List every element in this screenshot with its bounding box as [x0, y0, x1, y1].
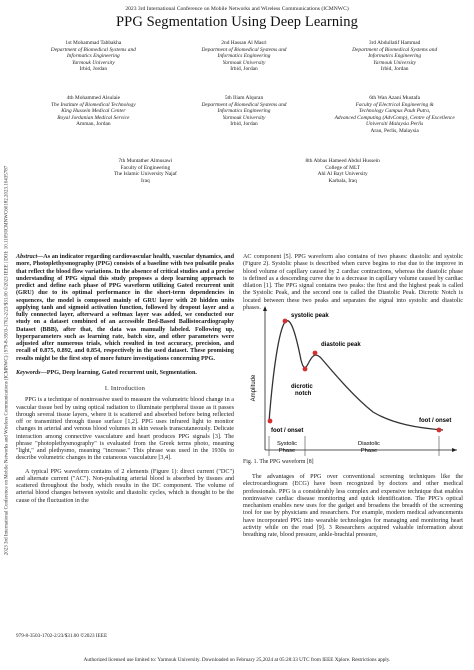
- ppg-waveform-line: [269, 321, 443, 430]
- author-dept: Department of Biomedical Systems and: [201, 46, 287, 53]
- author-dept: King Hussein Medical Center: [61, 108, 126, 115]
- section-heading: I. Introduction: [104, 385, 146, 392]
- intro-paragraph-2: A typical PPG waveform contains of 2 elements (Figure 1): direct current ("DC") and alternate current ("AC"). Non-pulsating arterial blood is absorbed by tissues and scattered throughout the body, which results in the DC component. The volume of arterial blood changes between systolic and diastolic cycles, which is thought to be the cause of the fluctuation in the: [16, 468, 234, 504]
- isbn-footer: 979-8-3503-1702-2/23/$31.00 ©2023 IEEE: [16, 633, 108, 639]
- diastolic-phase-label: Diastolic: [358, 441, 380, 447]
- author-block: [174, 40, 314, 73]
- author-dept: College of MLT: [325, 164, 361, 171]
- author-location: Irbid, Jordan: [230, 66, 258, 73]
- author-org: Yarmouk University: [222, 114, 266, 121]
- systolic-peak-label: systolic peak: [291, 313, 329, 319]
- author-location: Karbala, Iraq: [328, 177, 357, 184]
- author-location: Amman, Jordan: [76, 121, 111, 128]
- author-org: Yarmouk University: [71, 59, 115, 66]
- diastolic-phase-label: Phase: [360, 448, 378, 454]
- author-dept: The Institute of Biomedical Technology: [51, 101, 136, 108]
- authors-row-2: [18, 95, 470, 135]
- dicrotic-notch-label: dicrotic: [291, 384, 313, 390]
- x-axis-arrow: [452, 448, 457, 452]
- author-name: 8th Abbas Hameed Abdul Hussein: [305, 158, 380, 164]
- author-name: 1st Mohammad Tabbakha: [65, 40, 122, 46]
- y-axis-arrow: [263, 306, 267, 311]
- diastolic-peak-marker: [313, 351, 318, 356]
- author-location: Irbid, Jordan: [79, 66, 108, 73]
- author-dept: Informatics Engineering: [217, 53, 271, 60]
- author-org: Royal Jordanian Medical Service: [57, 114, 130, 121]
- author-location: Iraq: [140, 177, 150, 184]
- side-doi-text: 2023 3rd International Conference on Mobile Networks and Wireless Communications (ICMNWC) | 979-8-3503-1702-2/23/$31.00 ©2023 IEEE | DOI: 10.1109/ICMNWC60182.2023.10435787: [4, 165, 10, 555]
- systolic-phase-label: Systolic: [277, 441, 297, 447]
- author-location: Irbid, Jordan: [230, 121, 258, 128]
- author-dept: Department of Biomedical Systems and: [201, 101, 287, 108]
- ppg-waveform-svg: [243, 300, 465, 456]
- authors-row-3: [18, 158, 470, 184]
- left-column: [16, 254, 234, 511]
- author-org: The Islamic University Najaf: [113, 171, 177, 178]
- author-dept: Informatics Engineering: [66, 53, 120, 60]
- side-doi-strip: [2, 60, 11, 660]
- author-name: 2nd Hassan Al Masri: [221, 40, 267, 46]
- author-block: [174, 95, 314, 135]
- author-location: Arau, Perlis, Malaysia: [370, 127, 419, 134]
- author-org: Advanced Computing (AdvComp), Centre of Excellence: [334, 114, 455, 121]
- author-block: [23, 95, 163, 135]
- author-name: 4th Mohammed Alsulaie: [66, 95, 120, 101]
- author-dept: Faculty of Electrical Engineering &: [355, 101, 434, 108]
- author-name: 5th Iliam Alquran: [224, 95, 264, 101]
- ppg-waveform-figure: [243, 300, 465, 456]
- author-block: [325, 95, 465, 135]
- y-axis-label: Amplitude: [251, 374, 257, 402]
- author-org: Universiti Malaysia Perlis: [366, 121, 424, 128]
- systolic-phase-label: Phase: [278, 448, 296, 454]
- authorized-use-footer: Authorized licensed use limited to: Yarmouk University. Downloaded on February 25,2024 at 05:28:33 UTC from IEEE Xplore. Restrictions apply.: [83, 657, 391, 663]
- author-block: [325, 40, 465, 73]
- diastolic-peak-label: diastolic peak: [321, 342, 361, 348]
- author-org: Yarmouk University: [222, 59, 266, 66]
- conference-header: 2023 3rd International Conference on Mobile Networks and Wireless Communications (ICMNWC): [125, 6, 349, 12]
- author-org: Ahl Al Bayt University: [317, 171, 368, 178]
- author-dept: Informatics Engineering: [368, 53, 422, 60]
- keywords-text: —PPG, Deep learning, Gated recurrent unit, Segmentation.: [40, 369, 197, 376]
- systolic-peak-marker: [283, 319, 288, 324]
- foot-right-marker: [437, 428, 442, 433]
- author-dept: Department of Biomedical Systems and: [50, 46, 136, 53]
- right-column-bottom: [243, 474, 463, 545]
- abstract-label: Abstract: [16, 254, 38, 260]
- author-block: [273, 158, 413, 184]
- author-dept: Department of Biomedical Systems and: [352, 46, 438, 53]
- abstract-text: —As an indicator regarding cardiovascular health, vascular dynamics, and more, Photoplethysmography (PPG) consists of a baseline with two pulsatile peaks that reflect the blood flow variations. In the absence of critical studies and a precise understanding of PPG signal this study proposes a deep learning approach to predict and define each phase of PPG waveform utilizing Gated recurrent unit (GRU) due to its optimal performance in the short-term dependencies in sequences, the model is composed mainly of GRU layer with 20 hidden units applying tanh and sigmoid activation function, followed by dropout layer and a fully connected layer, afterward a softmax layer was added, we conducted our study on a dataset combined of an accessible Bed-Based Ballistocardiography Dataset (BBB), after that, the data was manually labeled. Following up, hyperparameters such as learning rate, batch size, and other parameters were adjusted after numerous trials, which resulted in test accuracy, precision, and recall of 0.875, 0.892, and 0.854, respectively in the used dataset. These promising results might be the first step of more future investigations concerning PPG.: [16, 254, 234, 362]
- right-paragraph-2: The advantages of PPG over conventional screening techniques like the electrocardiogram (ECG) have been recognized by doctors and other medical professionals. PPG is a considerably less complex and expensive technique that enables noninvasive cardiac disease monitoring and quick identification. The PPG's optical mechanism enables new uses for the gadget and broadens the breadth of the screening tool for use by physicians and researchers. For example, modern medical advancements have incorporated PPG into wearable technologies for managing and monitoring heart activity while on the road [9]. 3 Researchers acquired valuable information about breathing rate, blood pressure, ankle-brachial pressure,: [243, 474, 463, 538]
- author-location: Irbid, Jordan: [380, 66, 409, 73]
- figure-caption: Fig. 1. The PPG waveform [8]: [243, 459, 314, 465]
- keywords-label: Keywords: [16, 369, 41, 376]
- author-block: [75, 158, 215, 184]
- author-name: 6th Wan Azani Mustafa: [369, 95, 421, 101]
- authors-row-1: [18, 40, 470, 73]
- author-dept: Informatics Engineering: [217, 108, 271, 115]
- right-paragraph-1: AC component [5]. PPG waveform also contains of two phases: diastolic and systolic (Figure 2). Systolic phase is described when curve begins to rise due to the improve in blood volume of capillary caused by 2 cardiac contractions, whereas the diastolic phase is defined as a descending curve due to a decrease in capillary volume caused by cardiac dilation [1]. The PPG signal contains two peaks: the first and the highest peak is called the Systolic Peak, and the second one is called the Diastolic Peak. Dicrotic Notch is located between these two peaks and separates the signal into systolic and diastolic phases.: [243, 254, 463, 311]
- author-dept: Technology Campus Pauh Putra,: [358, 108, 431, 115]
- keywords: [16, 370, 234, 377]
- author-dept: Faculty of Engineering: [120, 164, 171, 171]
- foot-left-marker: [268, 419, 273, 424]
- dicrotic-notch-label: notch: [295, 391, 312, 397]
- paper-title: PPG Segmentation Using Deep Learning: [115, 14, 358, 30]
- author-block: [23, 40, 163, 73]
- abstract: [16, 254, 234, 363]
- intro-paragraph-1: PPG is a technique of noninvasive used to measure the volumetric blood change in a vascular tissue bed by using optical radiation to illuminate peripheral tissue as it passes through several tissue layers, where it is scattered and absorbed before being reflected off or transmitted through tissue surface [1,2]. PPG uses infrared light to monitor changes in arterial and venous blood volumes in skin vessels transcutaneously. Delicate interaction among connective vasculature and heart produces PPG signals [3]. The phrase "photoplethysmography" is evaluated from the Greek terms photo, meaning "light," and plethysmo, meaning "increase." This phrase was used in the 1930s to describe volumetric changes in the cutaneous vasculature [3,4].: [16, 397, 234, 462]
- dicrotic-notch-marker: [303, 367, 308, 372]
- author-name: 3rd Abdullatif Hammad: [368, 40, 421, 46]
- author-name: 7th Muntather Almusawi: [118, 158, 173, 164]
- author-org: Yarmouk University: [373, 59, 417, 66]
- foot-onset-right-label: foot / onset: [419, 418, 452, 424]
- foot-onset-left-label: foot / onset: [271, 428, 304, 434]
